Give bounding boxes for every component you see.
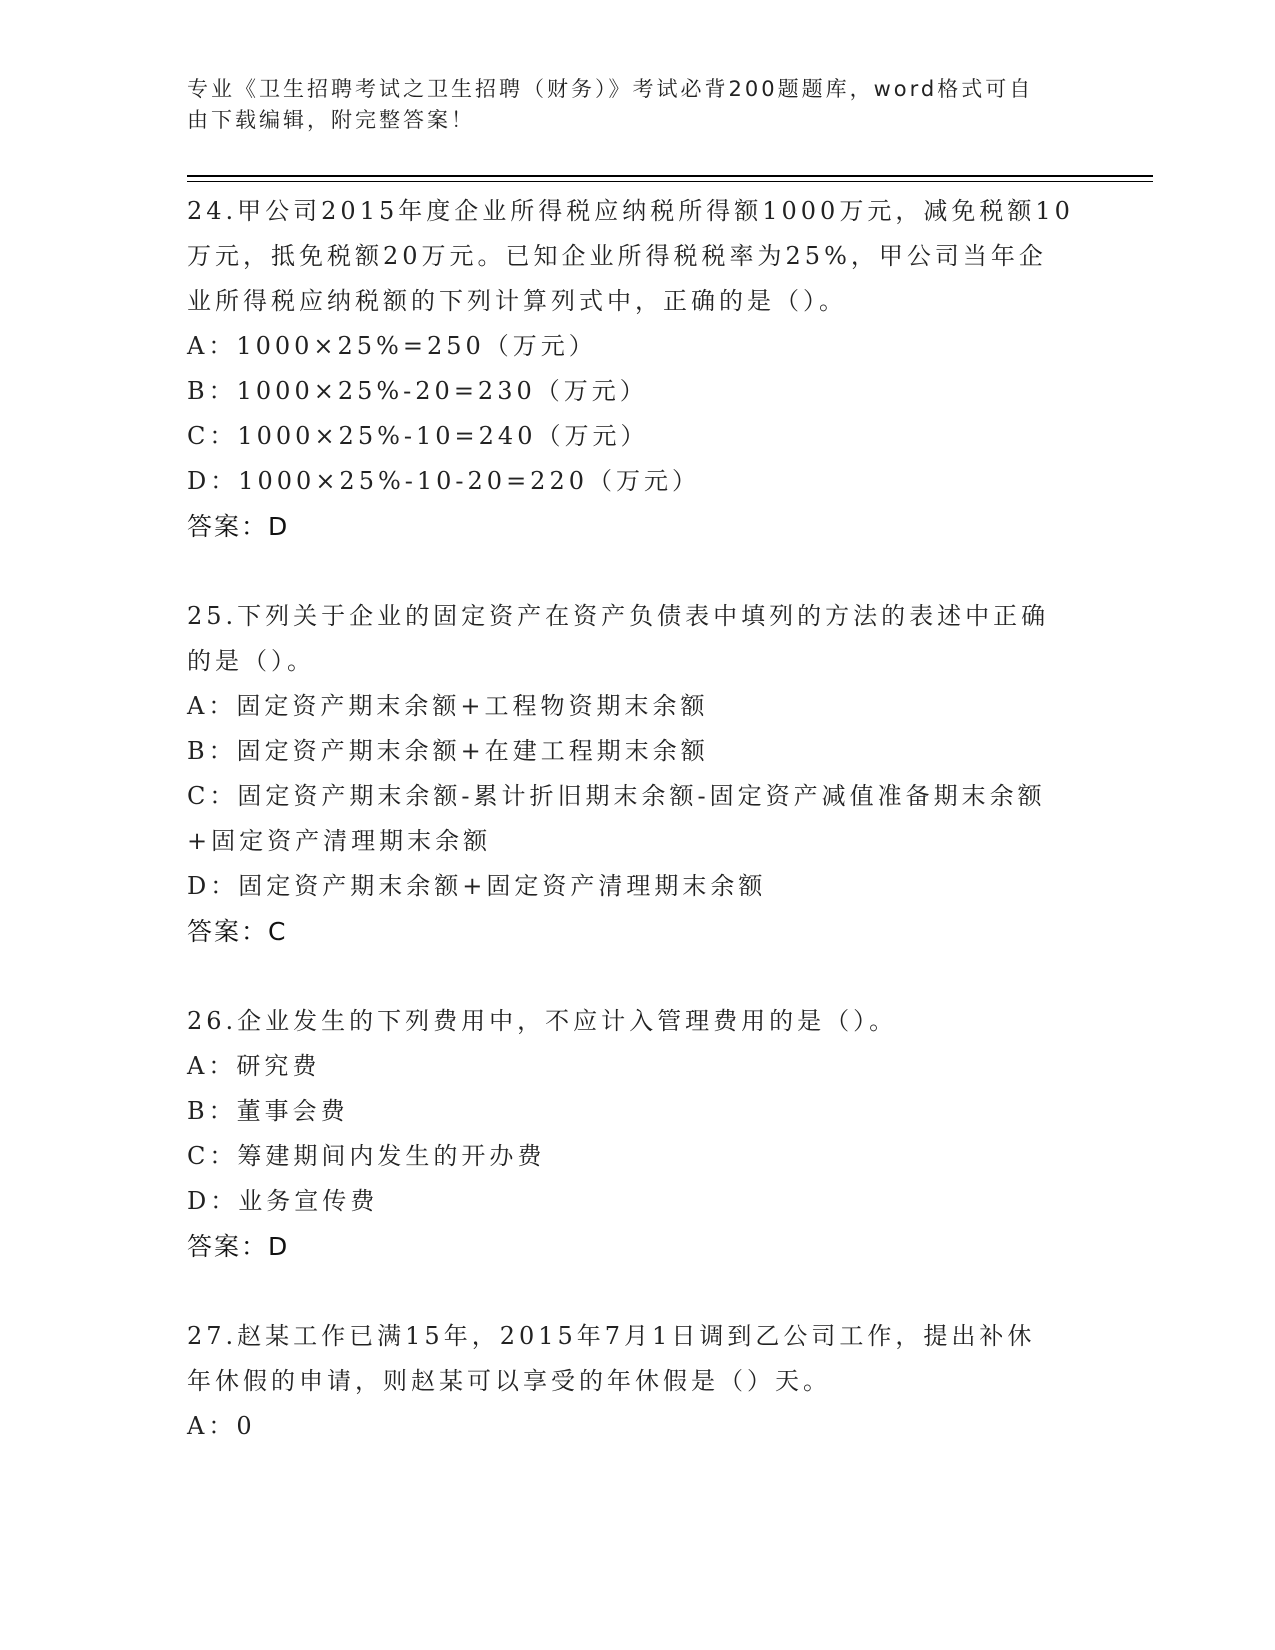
option-b: B：固定资产期末余额+在建工程期末余额 bbox=[187, 737, 709, 765]
question-27 bbox=[187, 1314, 1087, 1449]
option-c: C：筹建期间内发生的开办费 bbox=[187, 1142, 546, 1170]
option-d: D：1000×25%-10-20=220（万元） bbox=[187, 467, 700, 495]
option-c-continued: +固定资产清理期末余额 bbox=[187, 827, 492, 855]
answer-line: 答案：D bbox=[187, 512, 290, 541]
document-header bbox=[187, 74, 1067, 136]
question-stem-line: 27.赵某工作已满15年，2015年7月1日调到乙公司工作，提出补休 bbox=[187, 1322, 1036, 1350]
question-25 bbox=[187, 594, 1087, 954]
option-a: A：研究费 bbox=[187, 1052, 321, 1080]
option-b: B：董事会费 bbox=[187, 1097, 349, 1125]
option-d: D：固定资产期末余额+固定资产清理期末余额 bbox=[187, 872, 767, 900]
option-a: A：1000×25%=250（万元） bbox=[187, 332, 597, 360]
question-spacer bbox=[187, 954, 1087, 999]
question-list bbox=[187, 189, 1087, 1449]
option-c: C：1000×25%-10=240（万元） bbox=[187, 422, 649, 450]
header-line-2: 由下载编辑，附完整答案！ bbox=[187, 108, 475, 132]
question-26 bbox=[187, 999, 1087, 1269]
header-rule-thick bbox=[187, 175, 1153, 177]
header-rule-thin bbox=[187, 181, 1153, 182]
question-24 bbox=[187, 189, 1087, 549]
question-stem-line: 26.企业发生的下列费用中，不应计入管理费用的是（）。 bbox=[187, 1007, 898, 1035]
answer-line: 答案：D bbox=[187, 1232, 290, 1261]
question-stem-line: 24.甲公司2015年度企业所得税应纳税所得额1000万元，减免税额10 bbox=[187, 197, 1074, 225]
option-d: D：业务宣传费 bbox=[187, 1187, 379, 1215]
option-a: A：固定资产期末余额+工程物资期末余额 bbox=[187, 692, 709, 720]
question-stem-line: 25.下列关于企业的固定资产在资产负债表中填列的方法的表述中正确 bbox=[187, 602, 1050, 630]
question-stem-line: 年休假的申请，则赵某可以享受的年休假是（）天。 bbox=[187, 1367, 831, 1395]
option-b: B：1000×25%-20=230（万元） bbox=[187, 377, 648, 405]
option-c: C：固定资产期末余额-累计折旧期末余额-固定资产减值准备期末余额 bbox=[187, 782, 1046, 810]
question-stem-line: 万元，抵免税额20万元。已知企业所得税税率为25%，甲公司当年企 bbox=[187, 242, 1047, 270]
header-line-1: 专业《卫生招聘考试之卫生招聘（财务）》考试必背200题题库，word格式可自 bbox=[187, 77, 1034, 101]
question-spacer bbox=[187, 1269, 1087, 1314]
question-stem-line: 业所得税应纳税额的下列计算列式中，正确的是（）。 bbox=[187, 287, 847, 315]
question-stem-line: 的是（）。 bbox=[187, 647, 315, 675]
question-spacer bbox=[187, 549, 1087, 594]
answer-line: 答案：C bbox=[187, 917, 288, 946]
option-a: A：0 bbox=[187, 1412, 256, 1440]
